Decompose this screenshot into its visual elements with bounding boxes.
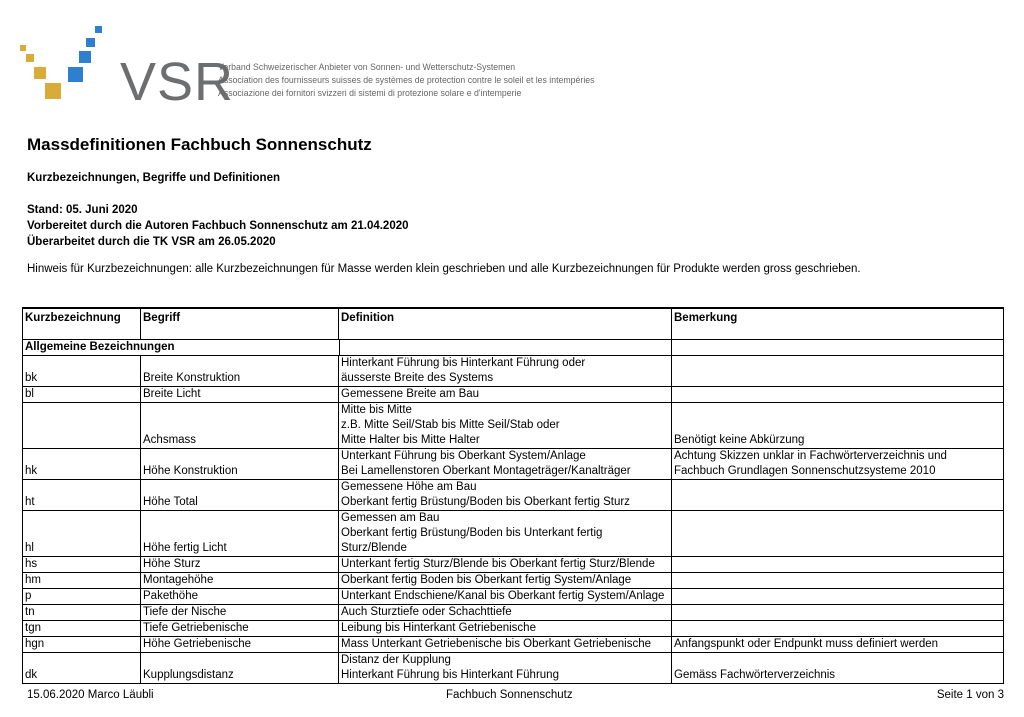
definition-cell — [339, 387, 672, 402]
table-row — [23, 356, 1004, 387]
code-cell-text: p — [25, 590, 32, 602]
code-cell — [23, 637, 141, 652]
code-cell-text: bk — [25, 372, 38, 384]
remark-cell — [672, 653, 1004, 683]
term-cell — [141, 356, 339, 386]
term-cell — [141, 557, 339, 572]
term-cell — [141, 387, 339, 402]
definition-cell-line: z.B. Mitte Seil/Stab bis Mitte Seil/Stab oder — [341, 419, 560, 431]
code-cell-text: hs — [25, 558, 38, 570]
code-cell — [23, 449, 141, 479]
term-cell-text: Höhe fertig Licht — [143, 542, 227, 554]
remark-cell-line: Fachbuch Grundlagen Sonnenschutzsysteme 2010 — [674, 465, 936, 477]
code-cell-text: hk — [25, 465, 38, 477]
table-row — [23, 589, 1004, 605]
definition-cell — [339, 637, 672, 652]
term-cell — [141, 605, 339, 620]
table-row — [23, 573, 1004, 589]
term-cell-text: Tiefe Getriebenische — [143, 622, 249, 634]
definition-cell — [339, 653, 672, 683]
code-cell — [23, 387, 141, 402]
definition-cell-line: äusserste Breite des Systems — [341, 372, 494, 384]
column-header: Bemerkung — [672, 309, 1004, 339]
definition-cell-line: Unterkant Endschiene/Kanal bis Oberkant fertig System/Anlage — [341, 590, 665, 602]
code-cell — [23, 511, 141, 556]
definition-cell — [339, 449, 672, 479]
code-cell-text: hgn — [25, 638, 45, 650]
term-cell-text: Tiefe der Nische — [143, 606, 227, 618]
code-cell — [23, 605, 141, 620]
prepared-by: Vorbereitet durch die Autoren Fachbuch Sonnenschutz am 21.04.2020 — [27, 220, 409, 232]
remark-cell — [672, 387, 1004, 402]
definition-cell — [339, 605, 672, 620]
remark-cell — [672, 356, 1004, 386]
definition-cell-line: Sturz/Blende — [341, 542, 407, 554]
page-title: Massdefinitionen Fachbuch Sonnenschutz — [27, 135, 372, 154]
definition-cell-line: Oberkant fertig Brüstung/Boden bis Oberkant fertig Sturz — [341, 496, 630, 508]
code-cell-text: hm — [25, 574, 41, 586]
definition-cell-line: Gemessene Höhe am Bau — [341, 481, 477, 493]
definition-cell-line: Mass Unterkant Getriebenische bis Oberkant Getriebenische — [341, 638, 652, 650]
definition-cell — [339, 356, 672, 386]
term-cell-text: Breite Licht — [143, 388, 201, 400]
footer-title: Fachbuch Sonnenschutz — [446, 689, 573, 701]
definition-cell-line: Unterkant fertig Sturz/Blende bis Oberkant fertig Sturz/Blende — [341, 558, 655, 570]
term-cell-text: Höhe Total — [143, 496, 198, 508]
footer-author: 15.06.2020 Marco Läubli — [27, 689, 154, 701]
definition-cell-line: Hinterkant Führung bis Hinterkant Führung oder — [341, 357, 586, 369]
association-names — [218, 61, 594, 100]
remark-cell-line: Anfangspunkt oder Endpunkt muss definiert werden — [674, 638, 939, 650]
remark-cell-line: Gemäss Fachwörterverzeichnis — [674, 669, 836, 681]
remark-cell — [672, 621, 1004, 636]
term-cell-text: Höhe Sturz — [143, 558, 201, 570]
term-cell — [141, 511, 339, 556]
remark-cell — [672, 557, 1004, 572]
code-cell — [23, 573, 141, 588]
term-cell-text: Pakethöhe — [143, 590, 198, 602]
definition-cell-line: Bei Lamellenstoren Oberkant Montageträger/Kanalträger — [341, 465, 631, 477]
definition-cell-line: Leibung bis Hinterkant Getriebenische — [341, 622, 536, 634]
remark-cell — [672, 449, 1004, 479]
term-cell-text: Höhe Konstruktion — [143, 465, 238, 477]
code-cell — [23, 356, 141, 386]
definitions-table — [22, 307, 1004, 684]
table-row — [23, 403, 1004, 449]
term-cell — [141, 653, 339, 683]
section-title: Allgemeine Bezeichnungen — [25, 341, 175, 353]
remark-cell-line: Achtung Skizzen unklar in Fachwörterverzeichnis und — [674, 450, 947, 462]
code-cell — [23, 621, 141, 636]
definition-cell-line: Gemessen am Bau — [341, 512, 440, 524]
definition-cell — [339, 511, 672, 556]
code-cell-text: bl — [25, 388, 34, 400]
vsr-logo — [20, 24, 235, 112]
term-cell — [141, 621, 339, 636]
term-cell-text: Kupplungsdistanz — [143, 669, 234, 681]
code-cell — [23, 653, 141, 683]
section-row — [23, 340, 1004, 356]
code-cell — [23, 557, 141, 572]
stand-info — [27, 202, 409, 250]
term-cell-text: Montagehöhe — [143, 574, 214, 586]
definition-cell-line: Distanz der Kupplung — [341, 654, 451, 666]
remark-cell — [672, 403, 1004, 448]
definition-cell-line: Oberkant fertig Boden bis Oberkant fertig System/Anlage — [341, 574, 632, 586]
remark-cell-line: Benötigt keine Abkürzung — [674, 434, 805, 446]
association-fr: Association des fournisseurs suisses de systèmes de protection contre le soleil et les intempéries — [218, 75, 595, 86]
code-cell — [23, 403, 141, 448]
revised-by: Überarbeitet durch die TK VSR am 26.05.2020 — [27, 236, 276, 248]
definition-cell — [339, 573, 672, 588]
column-header: Kurzbezeichnung — [23, 309, 141, 339]
definition-cell-line: Mitte bis Mitte — [341, 404, 412, 416]
code-cell-text: tn — [25, 606, 35, 618]
term-cell — [141, 589, 339, 604]
table-row — [23, 605, 1004, 621]
empty-cell — [672, 340, 1004, 355]
definition-cell — [339, 403, 672, 448]
logo-text: VSR — [120, 52, 235, 112]
association-de: Verband Schweizerischer Anbieter von Sonnen- und Wetterschutz-Systemen — [218, 62, 516, 73]
remark-cell — [672, 605, 1004, 620]
column-header: Definition — [339, 309, 672, 339]
stand-date: Stand: 05. Juni 2020 — [27, 204, 138, 216]
table-header — [23, 309, 1004, 340]
table-row — [23, 621, 1004, 637]
table-row — [23, 557, 1004, 573]
definition-cell-line: Hinterkant Führung bis Hinterkant Führung — [341, 669, 559, 681]
remark-cell — [672, 511, 1004, 556]
term-cell — [141, 449, 339, 479]
empty-cell — [339, 340, 672, 355]
association-it: Associazione dei fornitori svizzeri di sistemi di protezione solare e d'intemperie — [218, 88, 522, 99]
remark-cell — [672, 637, 1004, 652]
table-row — [23, 480, 1004, 511]
term-cell-text: Achsmass — [143, 434, 197, 446]
code-cell — [23, 589, 141, 604]
code-cell-text: hl — [25, 542, 34, 554]
table-row — [23, 653, 1004, 684]
definition-cell-line: Unterkant Führung bis Oberkant System/Anlage — [341, 450, 586, 462]
definition-cell — [339, 557, 672, 572]
footer-page: Seite 1 von 3 — [936, 689, 1004, 701]
definition-cell — [339, 621, 672, 636]
term-cell — [141, 637, 339, 652]
code-cell-text: tgn — [25, 622, 41, 634]
subtitle: Kurzbezeichnungen, Begriffe und Definitionen — [27, 172, 280, 184]
column-header: Begriff — [141, 309, 339, 339]
code-cell-text: ht — [25, 496, 35, 508]
remark-cell — [672, 589, 1004, 604]
table-row — [23, 511, 1004, 557]
table-row — [23, 387, 1004, 403]
term-cell — [141, 480, 339, 510]
code-cell — [23, 480, 141, 510]
table-row — [23, 449, 1004, 480]
definition-cell-line: Auch Sturztiefe oder Schachttiefe — [341, 606, 512, 618]
definition-cell — [339, 480, 672, 510]
term-cell-text: Breite Konstruktion — [143, 372, 241, 384]
hint-text: Hinweis für Kurzbezeichnungen: alle Kurzbezeichnungen für Masse werden klein geschrieben und alle Kurzbezeichnungen für Produkte werden gross geschrieben. — [27, 263, 861, 275]
term-cell-text: Höhe Getriebenische — [143, 638, 252, 650]
remark-cell — [672, 480, 1004, 510]
code-cell-text: dk — [25, 669, 38, 681]
definition-cell — [339, 589, 672, 604]
table-row — [23, 637, 1004, 653]
term-cell — [141, 573, 339, 588]
remark-cell — [672, 573, 1004, 588]
definition-cell-line: Oberkant fertig Brüstung/Boden bis Unterkant fertig — [341, 527, 603, 539]
definition-cell-line: Mitte Halter bis Mitte Halter — [341, 434, 480, 446]
term-cell — [141, 403, 339, 448]
definition-cell-line: Gemessene Breite am Bau — [341, 388, 480, 400]
